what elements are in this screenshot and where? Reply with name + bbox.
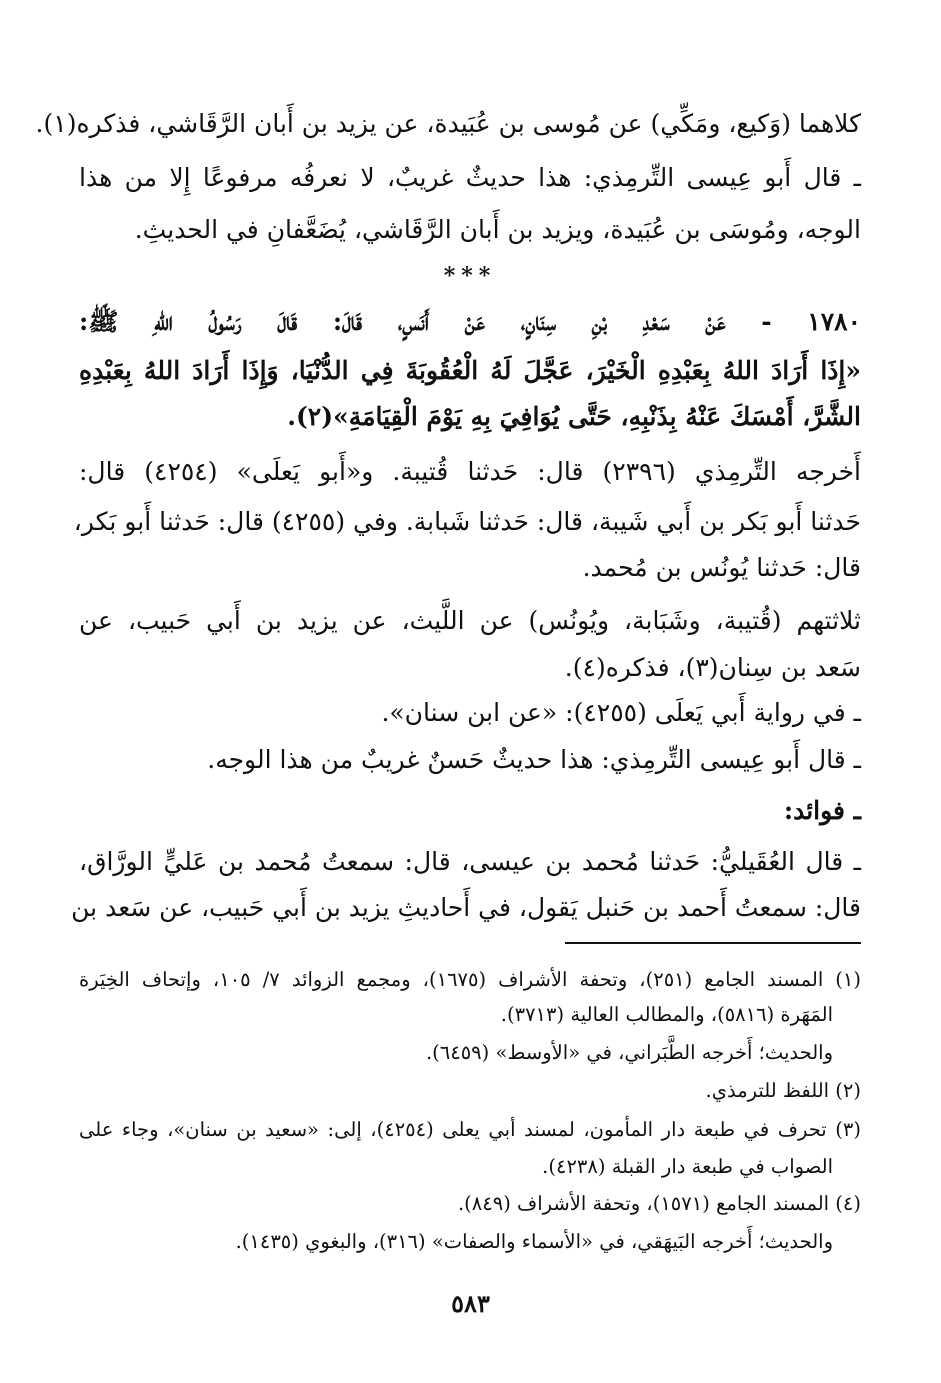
chain-line-1: ثلاثتهم (قُتيبة، وشَبَابة، ويُونُس) عن اللَّيث، عن يزيد بن أَبي حَبيب، عن bbox=[79, 606, 861, 635]
footnote-1-line-3: والحديث؛ أَخرجه الطَّبَراني، في «الأوسط» (٦٤٥٩). bbox=[425, 1041, 833, 1064]
page-number: ٥٨٣ bbox=[451, 1289, 490, 1318]
footnote-3-line-2: الصواب في طبعة دار القبلة (٤٢٣٨). bbox=[542, 1155, 833, 1178]
uqayli-line-1: ـ قال العُقَيليُّ: حَدثنا مُحمد بن عيسى، قال: سمعتُ مُحمد بن عَليٍّ الورَّاق، bbox=[79, 847, 861, 876]
text-line-tirmidhi-comment-end: الوجه، ومُوسَى بن عُبَيدة، ويزيد بن أَبان الرَّقَاشي، يُضَعَّفانِ في الحديثِ. bbox=[134, 215, 861, 244]
takhrij-line-2: حَدثنا أَبو بَكر بن أَبي شَيبة، قال: حَدثنا شَبابة. وفي (٤٢٥٥) قال: حَدثنا أَبو بَكر، bbox=[73, 507, 861, 536]
hadith-matn-line-2: الشَّرَّ، أَمْسَكَ عَنْهُ بِذَنْبِهِ، حَتَّى يُوَافِيَ بِهِ يَوْمَ الْقِيَامَةِ»(٢). bbox=[287, 402, 861, 431]
tirmidhi-grading: ـ قال أَبو عِيسى التِّرمِذي: هذا حديثٌ حَسنٌ غريبٌ من هذا الوجه. bbox=[207, 745, 861, 774]
footnote-divider bbox=[565, 942, 861, 944]
hadith-matn-line-1: «إِذَا أَرَادَ اللهُ بِعَبْدِهِ الْخَيْرَ، عَجَّلَ لَهُ الْعُقُوبَةَ فِي الدُّنْيَا، وَإِذَا أَرَادَ اللهُ بِعَبْدِهِ bbox=[79, 356, 861, 385]
footnote-3-line-1: (٣) تحرف في طبعة دار المأمون، لمسند أبي يعلى (٤٢٥٤)، إلى: «سعيد بن سنان»، وجاء على bbox=[79, 1118, 861, 1141]
footnote-1-line-1: (١) المسند الجامع (٢٥١)، وتحفة الأشراف (١٦٧٥)، ومجمع الزوائد ٧/ ١٠٥، وإتحاف الخِيَرة bbox=[79, 968, 861, 991]
footnote-2: (٢) اللفظ للترمذي. bbox=[705, 1079, 861, 1102]
fawaid-heading: ـ فوائد: bbox=[783, 796, 861, 825]
takhrij-line-3: قال: حَدثنا يُونُس بن مُحمد. bbox=[582, 553, 861, 582]
section-separator: *** bbox=[443, 263, 497, 289]
footnote-4-line-2: والحديث؛ أَخرجه البَيهَقي، في «الأسماء والصفات» (٣١٦)، والبغوي (١٤٣٥). bbox=[235, 1230, 833, 1253]
text-line-continuation: كلاهما (وَكيع، ومَكِّي) عن مُوسى بن عُبَيدة، عن يزيد بن أَبان الرَّقَاشي، فذكره(١). bbox=[35, 109, 861, 138]
text-line-tirmidhi-comment: ـ قال أَبو عِيسى التِّرمِذي: هذا حديثٌ غريبٌ، لا نعرفُه مرفوعًا إِلا من هذا bbox=[79, 163, 861, 192]
riwaya-note: ـ في رواية أَبي يَعلَى (٤٢٥٥): «عن ابن سنان». bbox=[381, 698, 861, 727]
chain-line-2: سَعد بن سِنان(٣)، فذكره(٤). bbox=[564, 653, 861, 682]
hadith-isnad-heading: ١٧٨٠ - عَنْ سَعْدِ بْنِ سِنَانٍ، عَنْ أَنَسٍ، قَالَ: قَالَ رَسُولُ اللهِ ﷺ: bbox=[79, 307, 861, 336]
takhrij-line-1: أَخرجه التِّرمِذي (٢٣٩٦) قال: حَدثنا قُتيبة. و«أَبو يَعلَى» (٤٢٥٤) قال: bbox=[79, 457, 861, 486]
footnote-1-line-2: المَهَرة (٥٨١٦)، والمطالب العالية (٣٧١٣). bbox=[500, 1003, 833, 1026]
footnote-4-line-1: (٤) المسند الجامع (١٥٧١)، وتحفة الأشراف (٨٤٩). bbox=[457, 1192, 861, 1215]
uqayli-line-2: قال: سمعتُ أَحمد بن حَنبل يَقول، في أَحاديثِ يزيد بن أَبي حَبيب، عن سَعد بن bbox=[71, 893, 861, 922]
